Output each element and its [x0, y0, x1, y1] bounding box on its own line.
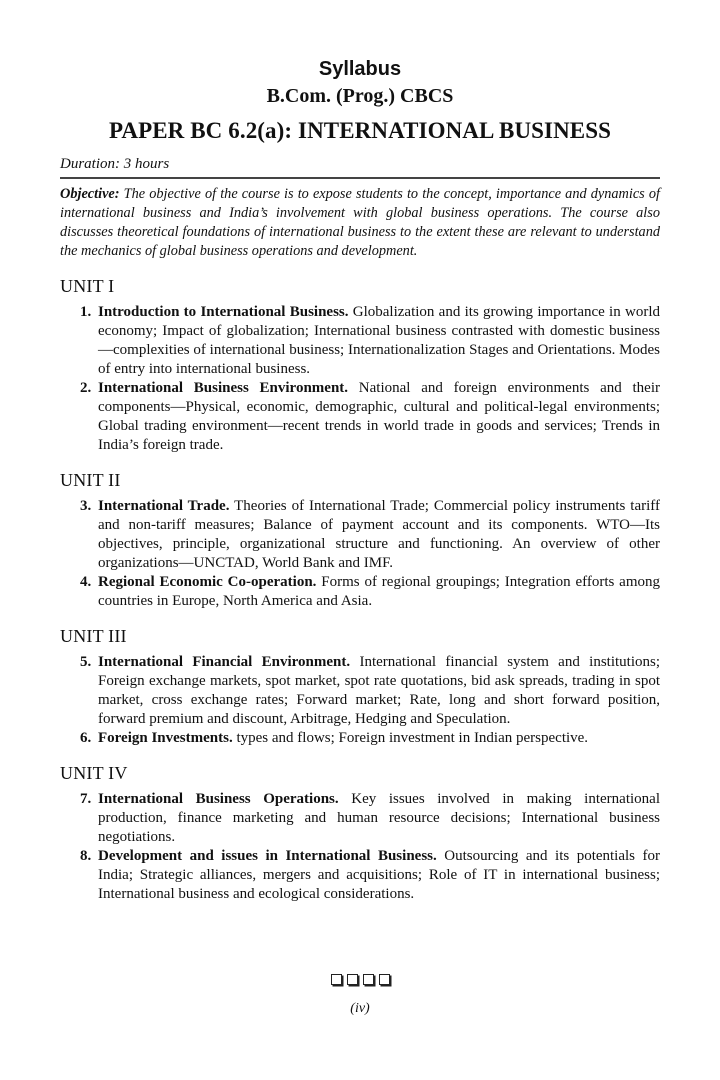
item-heading: International Financial Environment.	[98, 654, 351, 670]
item-heading: Regional Economic Co-operation.	[98, 574, 317, 590]
item-body: types and flows; Foreign investment in Indian perspective.	[232, 730, 589, 746]
syllabus-item	[80, 729, 660, 748]
syllabus-label: Syllabus	[318, 58, 402, 80]
box-icon	[331, 974, 342, 985]
box-icon	[347, 974, 358, 985]
item-heading: International Trade.	[98, 498, 230, 514]
paper-title: PAPER BC 6.2(a): INTERNATIONAL BUSINESS	[108, 118, 612, 143]
box-icon	[379, 974, 390, 985]
duration-line: Duration: 3 hours	[60, 154, 660, 179]
syllabus-item	[80, 303, 660, 379]
item-number: 7.	[80, 791, 92, 807]
item-number: 2.	[80, 380, 92, 396]
item-heading: International Business Operations.	[98, 791, 339, 807]
item-body: Theories of International Trade; Commercial policy instruments tariff and non-tariff measures; Balance of payment account and its components. WTO—Its objectives, principle, organizational structure and functioning. An overview of other organizations—UNCTAD, World Bank and IMF.	[98, 498, 660, 571]
item-number: 1.	[80, 304, 92, 320]
item-number: 8.	[80, 848, 92, 864]
objective-label: Objective:	[60, 186, 120, 202]
item-heading: Development and issues in International Business.	[98, 848, 437, 864]
item-text	[98, 729, 660, 748]
item-number: 3.	[80, 498, 92, 514]
unit-items	[60, 653, 660, 748]
unit-heading: UNIT II	[60, 470, 121, 490]
program-title: B.Com. (Prog.) CBCS	[266, 85, 454, 107]
item-heading: International Business Environment.	[98, 380, 349, 396]
objective-paragraph	[60, 185, 660, 261]
objective-text: The objective of the course is to expose students to the concept, importance and dynamics of international business and India’s involvement with global business operations. The course also discusses theoretical foundations of international business to the extent these are relevant to understand the mechanics of global business operations and development.	[60, 186, 660, 259]
four-shadowed-boxes-icon	[0, 970, 720, 988]
syllabus-page	[60, 56, 660, 904]
item-text	[98, 847, 660, 904]
item-body: International financial system and institutions; Foreign exchange markets, spot market, spot rate quotations, bid ask spreads, trading in spot market, cross exchange rates; Forward market; Rate, long and short forward position, forward premium and discount, Arbitrage, Hedging and Speculation.	[98, 654, 661, 727]
item-text	[98, 303, 660, 379]
syllabus-item	[80, 379, 660, 455]
item-body: Outsourcing and its potentials for India; Strategic alliances, mergers and acquisitions; Role of IT in international business; International business and ecological considerations.	[98, 848, 660, 902]
item-number: 5.	[80, 654, 92, 670]
item-text	[98, 379, 660, 455]
item-heading: Introduction to International Business.	[98, 304, 349, 320]
item-body: National and foreign environments and their components—Physical, economic, demographic, cultural and political-legal environments; Global trading environment—recent trends in world trade in goods and services; Trends in India’s foreign trade.	[98, 380, 660, 453]
syllabus-item	[80, 653, 660, 729]
item-text	[98, 573, 660, 611]
syllabus-item	[80, 790, 660, 847]
page-number: (iv)	[350, 1001, 370, 1016]
unit-heading: UNIT IV	[60, 763, 128, 783]
unit-items	[60, 790, 660, 904]
item-number: 6.	[80, 730, 92, 746]
unit-items	[60, 497, 660, 611]
unit-heading: UNIT I	[60, 276, 115, 296]
unit-items	[60, 303, 660, 455]
item-text	[98, 790, 660, 847]
item-text	[98, 653, 660, 729]
item-text	[98, 497, 660, 573]
syllabus-item	[80, 847, 660, 904]
item-body: Forms of regional groupings; Integration efforts among countries in Europe, North America and Asia.	[98, 574, 660, 609]
unit-heading: UNIT III	[60, 626, 127, 646]
syllabus-item	[80, 573, 660, 611]
item-number: 4.	[80, 574, 92, 590]
item-body: Key issues involved in making international production, finance marketing and human resource decisions; International business negotiations.	[98, 791, 660, 845]
item-heading: Foreign Investments.	[98, 730, 233, 746]
syllabus-item	[80, 497, 660, 573]
item-body: Globalization and its growing importance in world economy; Impact of globalization; International business contrasted with domestic business—complexities of international business; Internationalization Stages and Orientations. Modes of entry into international business.	[98, 304, 660, 377]
box-icon	[363, 974, 374, 985]
